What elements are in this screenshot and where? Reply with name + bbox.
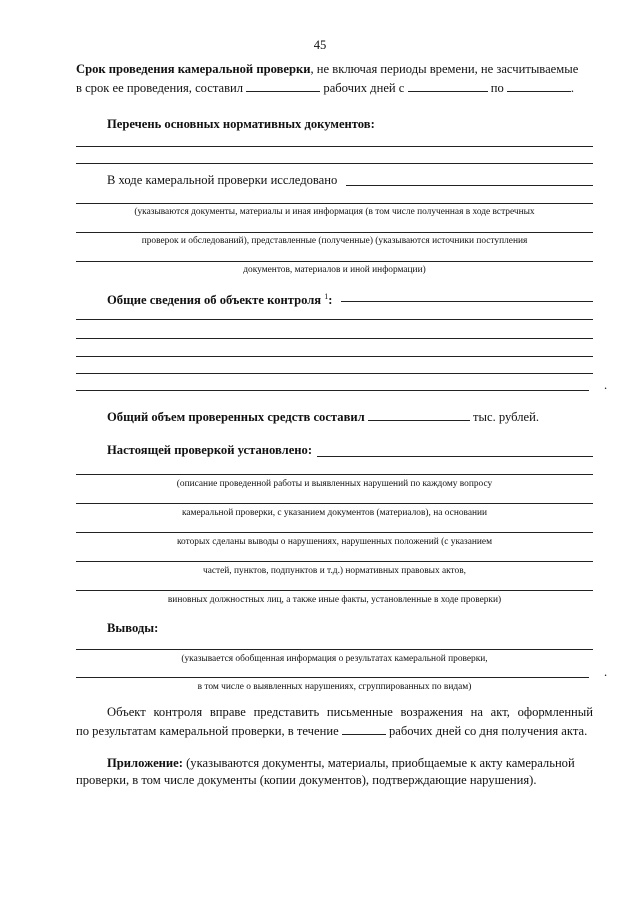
appendix-line-1 [107, 756, 593, 771]
term-line1-rest: , не включая периоды времени, не засчитываемые [310, 62, 579, 76]
days-count-field[interactable] [246, 80, 320, 92]
studied-line-1[interactable] [346, 185, 593, 186]
date-to-field[interactable] [507, 80, 571, 92]
objection-days-field[interactable] [342, 723, 386, 735]
general-line-1[interactable] [341, 301, 593, 302]
appendix-bold-label: Приложение: [107, 756, 183, 770]
established-hint-1: (описание проведенной работы и выявленных нарушений по каждому вопросу [176, 479, 493, 489]
term-text-a: в срок ее проведения, составил [76, 81, 244, 95]
date-from-field[interactable] [408, 80, 488, 92]
docs-line-2[interactable] [76, 163, 593, 164]
studied-line-4[interactable] [76, 261, 593, 262]
conclusions-line-2[interactable] [76, 677, 589, 678]
volume-unit: тыс. рублей. [473, 410, 539, 424]
conclusions-hint-1: (указывается обобщенная информация о результатах камеральной проверки, [181, 654, 488, 664]
general-colon: : [328, 293, 333, 308]
term-line-1 [76, 62, 592, 77]
established-hint-2: камеральной проверки, с указанием документов (материалов), на основании [181, 508, 488, 518]
studied-line-2[interactable] [76, 203, 593, 204]
volume-amount-field[interactable] [368, 409, 470, 421]
studied-hint-3: документов, материалов и иной информации) [243, 265, 426, 275]
established-line-1[interactable] [317, 456, 593, 457]
established-line-5[interactable] [76, 561, 593, 562]
page-number: 45 [313, 38, 327, 52]
established-line-3[interactable] [76, 503, 593, 504]
term-bold-label: Срок проведения камеральной проверки [76, 62, 311, 76]
appendix-line-2: проверки, в том числе документы (копии документов), подтверждающие нарушения). [76, 773, 537, 787]
established-line-2[interactable] [76, 474, 593, 475]
general-line-4[interactable] [76, 356, 593, 357]
appendix-line1-rest: (указываются документы, материалы, приобщаемые к акту камеральной [182, 756, 575, 770]
docs-heading: Перечень основных нормативных документов: [107, 117, 375, 131]
general-label-row [107, 289, 332, 308]
studied-label: В ходе камеральной проверки исследовано [107, 173, 338, 187]
conclusions-line-1[interactable] [76, 649, 593, 650]
established-label: Настоящей проверкой установлено: [107, 443, 313, 457]
general-label: Общие сведения об объекте контроля [107, 293, 322, 308]
general-line-3[interactable] [76, 338, 593, 339]
objection-text-a: по результатам камеральной проверки, в течение [76, 724, 339, 738]
general-line-2[interactable] [76, 319, 593, 320]
volume-label: Общий объем проверенных средств составил [107, 410, 365, 424]
objection-line-2 [76, 723, 587, 739]
established-hint-4: частей, пунктов, подпунктов и т.д.) нормативных правовых актов, [202, 566, 466, 576]
conclusions-hint-2: в том числе о выявленных нарушениях, сгруппированных по видам) [197, 682, 472, 692]
studied-hint-1: (указываются документы, материалы и иная информация (в том числе полученная в ходе встречных [134, 207, 535, 217]
term-end: . [570, 81, 575, 95]
term-text-c: по [490, 81, 504, 95]
established-hint-5: виновных должностных лиц, а также иные факты, установленные в ходе проверки) [167, 595, 502, 605]
studied-line-3[interactable] [76, 232, 593, 233]
term-text-b: рабочих дней с [323, 81, 405, 95]
established-hint-3: которых сделаны выводы о нарушениях, нарушенных положений (с указанием [176, 537, 493, 547]
general-line-5[interactable] [76, 373, 593, 374]
established-line-4[interactable] [76, 532, 593, 533]
objection-line-1: Объект контроля вправе представить письменные возражения на акт, оформленный [107, 705, 593, 719]
conclusions-end: . [604, 665, 608, 679]
docs-line-1[interactable] [76, 146, 593, 147]
general-end: . [604, 378, 608, 392]
studied-hint-2: проверок и обследований), представленные (полученные) (указываются источники поступления [141, 236, 528, 246]
term-line-2 [76, 80, 574, 96]
objection-text-b: рабочих дней со дня получения акта. [388, 724, 588, 738]
general-line-6[interactable] [76, 390, 589, 391]
conclusions-label: Выводы: [107, 621, 159, 635]
volume-row [107, 409, 539, 425]
established-line-6[interactable] [76, 590, 593, 591]
footnote-marker: 1 [324, 292, 329, 301]
